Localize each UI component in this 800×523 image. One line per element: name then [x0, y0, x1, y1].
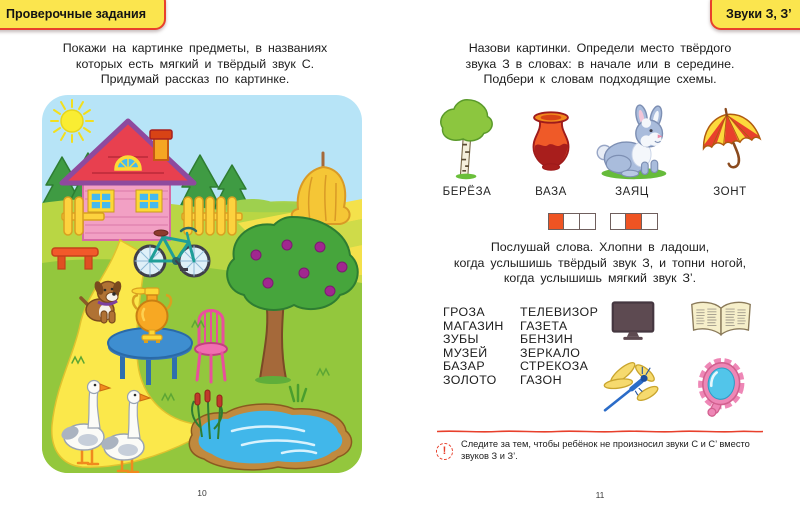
figure-umbrella [687, 96, 773, 200]
pond [189, 404, 351, 470]
parent-note: Следите за тем, чтобы ребёнок не произносил звуки С и С’ вместо звуков З и З’. [461, 439, 750, 461]
scheme-cell [564, 214, 579, 229]
farm-scene-picture [42, 95, 362, 473]
scheme-cell [626, 214, 641, 229]
picture-label: ЗАЯЦ [615, 186, 649, 198]
umbrella-icon [693, 105, 767, 177]
instruction-line: Послушай слова. Хлопни в ладоши, [490, 240, 710, 254]
scheme-cell [642, 214, 657, 229]
tv-icon [611, 300, 655, 347]
word-item: ГРОЗА [443, 305, 486, 319]
word-item: ГАЗЕТА [520, 318, 568, 333]
figure-hare [589, 96, 675, 200]
exclamation-icon: ! [436, 443, 453, 460]
word-scheme-beginning [548, 213, 596, 230]
instruction-line: когда услышишь мягкий звук З’. [503, 271, 697, 286]
left-page-banner [0, 0, 166, 30]
word-item: БАЗАР [443, 359, 485, 374]
word-item: ЗЕРКАЛО [520, 345, 581, 360]
word-item: ЗУБЫ [443, 332, 479, 347]
open-book-icon [688, 299, 754, 346]
picture-label: ЗОНТ [713, 186, 747, 198]
right-page-number: 11 [595, 490, 605, 500]
dragonfly-icon [598, 360, 660, 423]
scheme-cell [580, 214, 595, 229]
word-item: МУЗЕЙ [443, 345, 488, 360]
left-instruction [48, 41, 342, 88]
word-item: БЕНЗИН [520, 332, 574, 347]
right-instruction-1 [420, 41, 780, 88]
attic-window [116, 157, 140, 169]
chimney [154, 137, 168, 160]
picture-label: ВАЗА [535, 186, 567, 198]
word-list-column-1 [443, 306, 504, 388]
word-item: ГАЗОН [520, 372, 562, 387]
picture-label: БЕРЁЗА [442, 186, 492, 198]
word-item: СТРЕКОЗА [520, 359, 589, 374]
separator-line [437, 430, 763, 433]
word-item: ЗОЛОТО [443, 372, 497, 387]
hare-icon [592, 104, 672, 182]
instruction-line: Подбери к словам подходящие схемы. [483, 72, 717, 87]
instruction-line: Покажи на картинке предметы, в названиях [62, 41, 328, 55]
birch-tree-icon [433, 96, 501, 182]
word-item: ТЕЛЕВИЗОР [520, 305, 599, 319]
window [88, 190, 114, 212]
left-banner-label: Проверочные задания [5, 7, 146, 21]
figure-vase [508, 96, 594, 200]
farm-scene-svg [42, 95, 362, 473]
hand-mirror-icon [694, 358, 748, 423]
instruction-line: когда услышишь твёрдый звук З, и топни ногой, [453, 255, 747, 270]
right-banner-label: Звуки З, З’ [726, 7, 792, 21]
figure-birch [424, 96, 510, 200]
vase-icon [526, 110, 576, 174]
instruction-line: звука З в словах: в начале или в середине. [465, 56, 735, 71]
right-page-banner [710, 0, 800, 30]
instruction-line: Назови картинки. Определи место твёрдого [468, 41, 732, 55]
right-instruction-2 [420, 240, 780, 287]
window [136, 190, 162, 212]
instruction-line: которых есть мягкий и твёрдый звук С. [75, 56, 315, 71]
left-page-number: 10 [197, 488, 207, 498]
word-scheme-middle [610, 213, 658, 230]
instruction-line: Придумай рассказ по картинке. [100, 72, 290, 87]
word-item: МАГАЗИН [443, 318, 504, 333]
word-list-column-2 [520, 306, 598, 388]
scheme-cell [549, 214, 564, 229]
scheme-cell [611, 214, 626, 229]
